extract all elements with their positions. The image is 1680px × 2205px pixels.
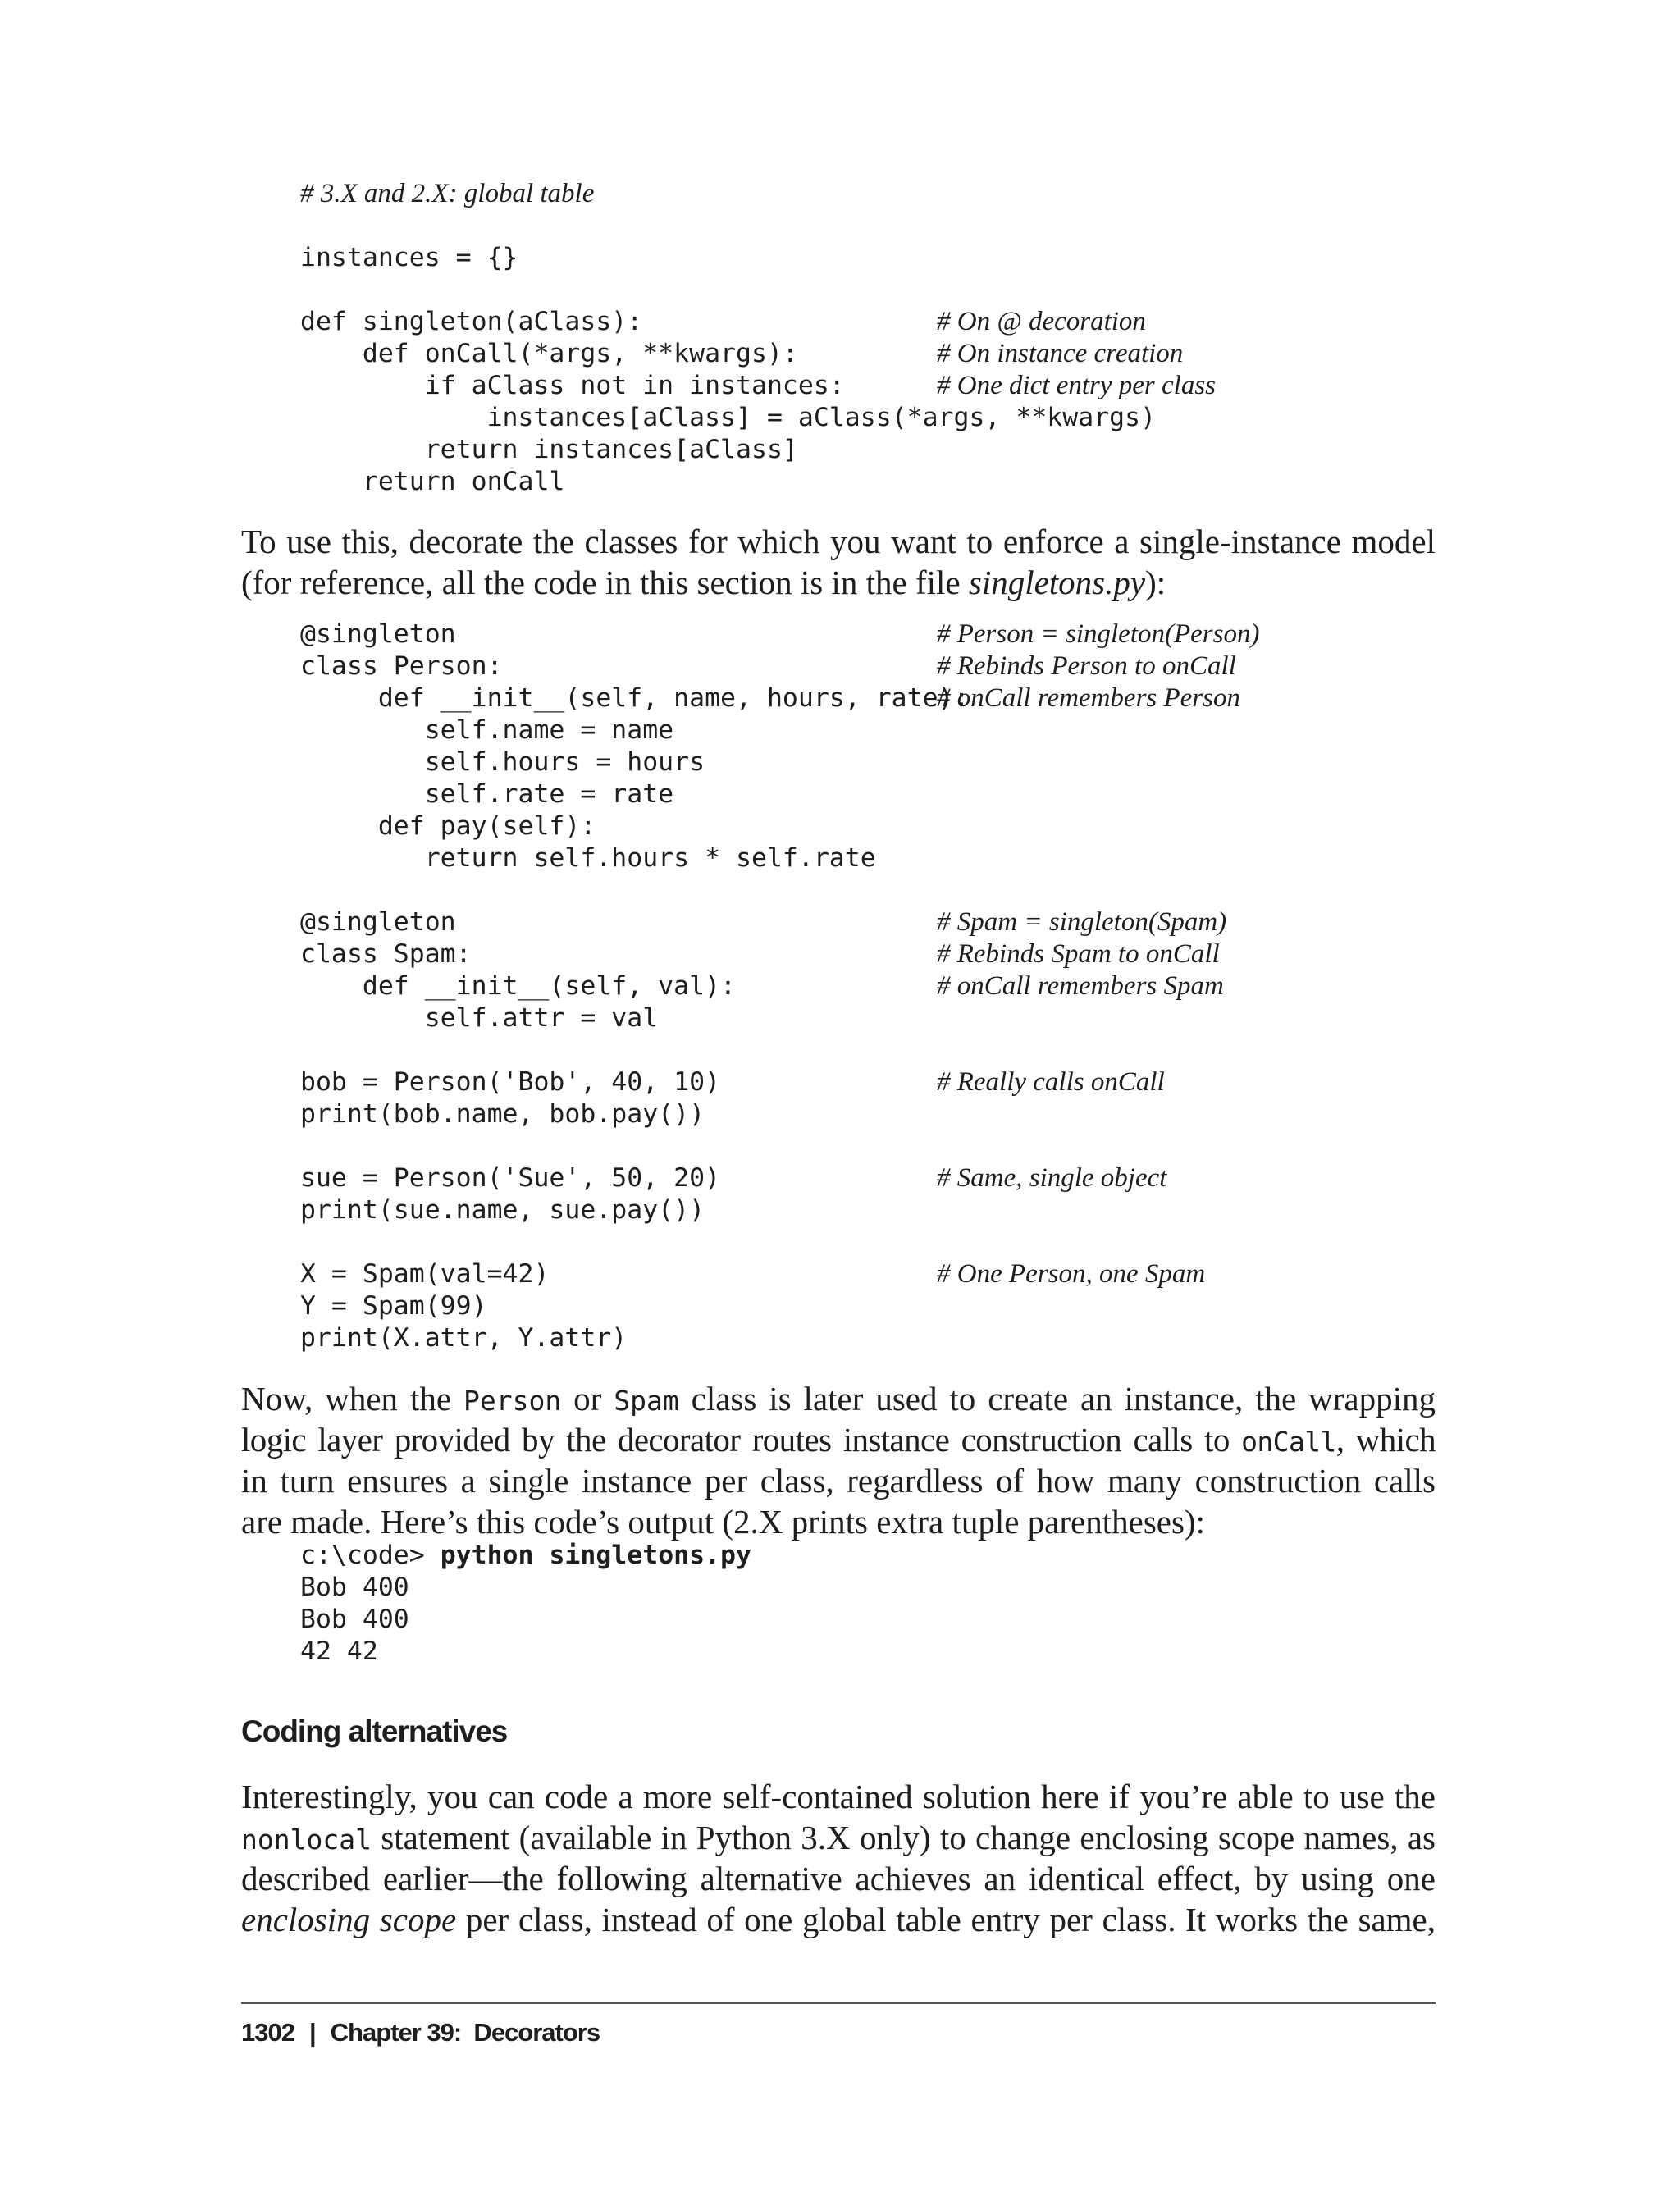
code-line [300,1194,969,1226]
text-run: or [561,1380,614,1418]
paragraph-line: are made. Here’s this code’s output (2.X prints extra tuple parentheses): [241,1503,1205,1541]
code-text: Y = Spam(99) [300,1291,487,1321]
paragraph-line: described earlier—the following alternative achieves an identical effect, by using one [241,1860,1436,1897]
text-run: statement (available in Python 3.X only) to change enclosing scope names, as [371,1819,1436,1856]
code-spam: Spam [614,1385,679,1417]
paragraph-line: in turn ensures a single instance per class, regardless of how many construction calls [241,1462,1436,1500]
emphasis-enclosing-scope: enclosing scope [241,1901,457,1938]
code-text: class Person: [300,651,503,681]
code-block-global-table [300,178,1217,498]
code-line [300,1290,969,1322]
code-line [300,1226,969,1258]
output-line: Bob 400 [300,1605,409,1634]
code-line [300,338,1184,370]
code-comment: # onCall remembers Spam [937,971,1224,1001]
code-comment: # Spam = singleton(Spam) [937,907,1227,937]
code-line [300,1034,969,1066]
code-comment: # Rebinds Person to onCall [937,651,1236,681]
code-text: def singleton(aClass): [300,307,643,336]
code-line [300,651,1236,682]
code-line [300,434,1156,466]
code-text: print(bob.name, bob.pay()) [300,1099,705,1129]
paragraph-explanation [241,1378,1436,1542]
code-line [300,746,969,778]
code-line [300,274,1156,306]
code-text: self.name = name [300,715,674,745]
code-line [300,619,1260,651]
code-text: print(X.attr, Y.attr) [300,1323,628,1353]
prompt-text: c:\code> [300,1541,441,1570]
code-text: instances[aClass] = aClass(*args, **kwargs) [300,403,1157,432]
code-text: class Spam: [300,939,472,969]
code-text: @singleton [300,619,456,649]
paragraph-line: To use this, decorate the classes for which you want to enforce a single-instance model [241,523,1436,560]
code-text: def pay(self): [300,811,596,841]
code-text: def __init__(self, val): [300,971,737,1001]
code-line [300,1098,969,1130]
code-line [300,938,1220,970]
command-text: python singletons.py [440,1541,751,1570]
code-comment: # 3.X and 2.X: global table [300,179,595,208]
code-line [300,1322,969,1354]
code-comment: # One dict entry per class [937,371,1217,400]
code-comment: # On instance creation [937,339,1184,368]
code-line [300,810,969,842]
text-run: per class, instead of one global table entry per class. It works the same, [456,1901,1436,1938]
code-text: X = Spam(val=42) [300,1259,550,1289]
code-comment: # onCall remembers Person [937,683,1240,713]
code-block-singleton-usage [300,619,1260,1354]
text-run: (for reference, all the code in this section is in the file [241,564,969,601]
code-line [300,210,1156,242]
code-text: def onCall(*args, **kwargs): [300,339,798,368]
footer-separator: | [308,2018,316,2047]
code-text: self.hours = hours [300,747,705,777]
paragraph-line [241,1419,1436,1460]
code-comment: # One Person, one Spam [937,1259,1206,1289]
code-line [300,402,1156,434]
code-line [300,1066,1165,1098]
page-footer [241,2018,600,2048]
code-line [300,970,1224,1002]
paragraph-line [241,1378,1436,1419]
code-text: self.attr = val [300,1003,659,1033]
paragraph-alternatives [241,1776,1436,1940]
code-oncall: onCall [1241,1426,1336,1458]
paragraph-line [241,1817,1436,1858]
code-text: if aClass not in instances: [300,371,845,400]
text-run: Now, when the [241,1380,463,1418]
output-line: 42 42 [300,1637,378,1666]
code-text: bob = Person('Bob', 40, 10) [300,1067,721,1097]
footer-rule [241,2002,1436,2004]
code-line [300,906,1227,938]
filename-singletons: singletons.py [968,564,1146,601]
code-text: instances = {} [300,243,518,272]
text-run: logic layer provided by the decorator routes instance construction calls to [241,1421,1242,1459]
chapter-title: Chapter 39: Decorators [330,2018,600,2047]
code-text: print(sue.name, sue.pay()) [300,1195,705,1225]
output-line: Bob 400 [300,1573,409,1602]
code-line [300,1162,1167,1194]
code-text: @singleton [300,907,456,937]
code-text: sue = Person('Sue', 50, 20) [300,1163,721,1193]
code-line [300,178,1156,210]
code-text: self.rate = rate [300,779,674,809]
code-line [300,1130,969,1162]
code-line [300,466,1156,498]
page-number: 1302 [241,2018,294,2047]
text-run: ): [1145,564,1166,601]
code-line [300,778,969,810]
code-nonlocal: nonlocal [241,1824,372,1856]
code-line [300,714,969,746]
command-line [300,1540,751,1572]
code-line [300,874,969,906]
code-line [300,242,1156,274]
code-line [300,306,1156,338]
code-comment: # Person = singleton(Person) [937,619,1260,649]
code-comment: # Rebinds Spam to onCall [937,939,1220,969]
code-line [300,1002,969,1034]
code-person: Person [463,1385,562,1417]
code-text: return self.hours * self.rate [300,843,876,873]
code-text: return onCall [300,467,565,496]
code-line [300,842,969,874]
code-line [300,370,1217,402]
code-comment: # Same, single object [937,1163,1167,1193]
code-text: return instances[aClass] [300,435,798,464]
section-heading: Coding alternatives [241,1714,508,1748]
code-comment: # On @ decoration [937,307,1146,336]
code-comment: # Really calls onCall [937,1067,1165,1097]
text-run: class is later used to create an instance, the wrapping [678,1380,1436,1418]
code-line [300,1258,1206,1290]
code-block-output [300,1540,751,1668]
paragraph-line [241,562,1436,603]
paragraph-usage [241,521,1436,603]
paragraph-line [241,1899,1436,1940]
code-text: def __init__(self, name, hours, rate): [300,683,970,713]
code-line [300,682,1240,714]
text-run: , which [1335,1421,1436,1459]
paragraph-line: Interestingly, you can code a more self-contained solution here if you’re able to use the [241,1778,1436,1815]
